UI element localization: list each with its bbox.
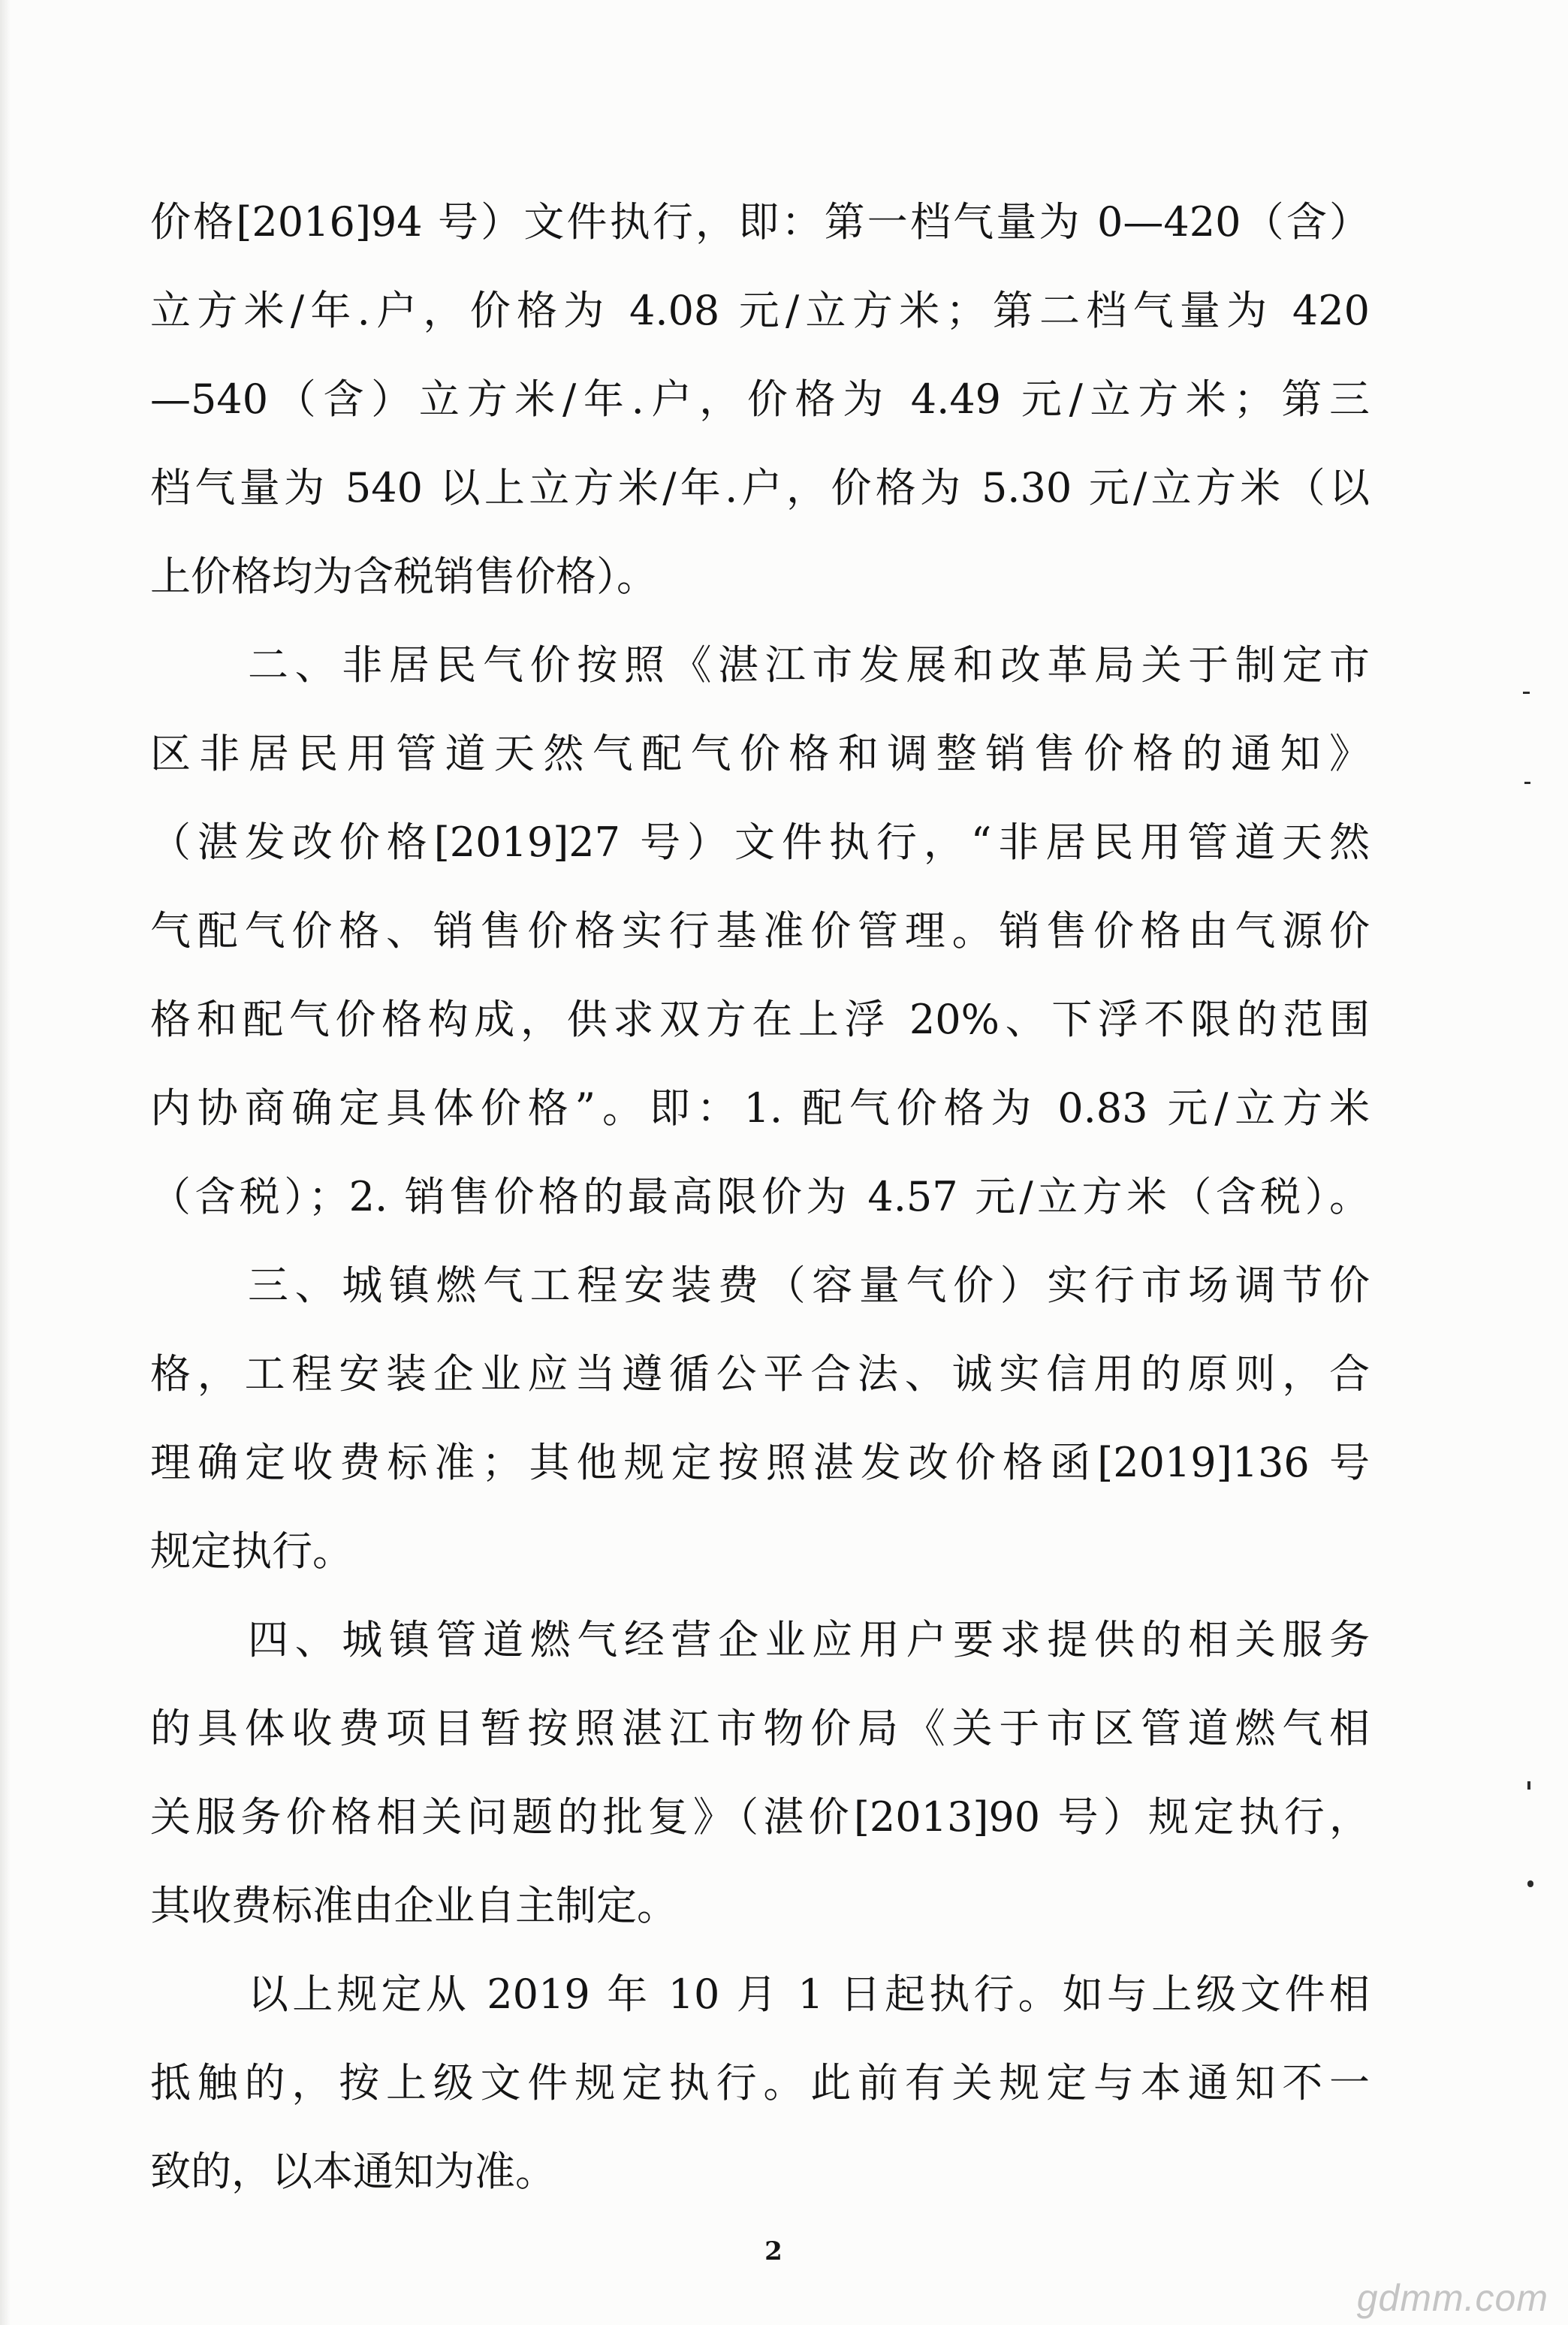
- paragraph-line: 致的，以本通知为准。: [150, 2148, 556, 2195]
- paragraph-4: [150, 1596, 1370, 1950]
- paragraph-line: 档气量为 540 以上立方米/年.户，价格为 5.30 元/立方米（以: [150, 464, 1370, 511]
- paragraph-line: 规定执行。: [150, 1527, 353, 1575]
- paragraph-line: 价格[2016]94 号）文件执行，即：第一档气量为 0—420（含）: [150, 198, 1370, 246]
- paragraph-line: 关服务价格相关问题的批复》（湛价[2013]90 号）规定执行，: [150, 1793, 1370, 1841]
- paragraph-3: [150, 1241, 1370, 1596]
- paragraph-5: [150, 1950, 1370, 2216]
- paragraph-line: 区非居民用管道天然气配气价格和调整销售价格的通知》: [150, 730, 1370, 777]
- page-number: 2: [764, 2236, 782, 2266]
- scan-speck: [1524, 782, 1530, 784]
- paragraph-1: [150, 178, 1370, 621]
- document-body: [150, 178, 1370, 2216]
- paragraph-line: 理确定收费标准；其他规定按照湛发改价格函[2019]136 号: [150, 1439, 1370, 1486]
- paragraph-line: 内协商确定具体价格”。即：1. 配气价格为 0.83 元/立方米: [150, 1084, 1370, 1132]
- scan-page-edge: [0, 0, 11, 2325]
- paragraph-line: 的具体收费项目暂按照湛江市物价局《关于市区管道燃气相: [150, 1705, 1370, 1752]
- paragraph-line: 二、非居民气价按照《湛江市发展和改革局关于制定市: [248, 641, 1370, 689]
- paragraph-line: （湛发改价格[2019]27 号）文件执行，“非居民用管道天然: [150, 819, 1370, 866]
- paragraph-line: 上价格均为含税销售价格）。: [150, 553, 657, 600]
- paragraph-line: （含税）；2. 销售价格的最高限价为 4.57 元/立方米（含税）。: [150, 1173, 1370, 1220]
- paragraph-line: 三、城镇燃气工程安装费（容量气价）实行市场调节价: [248, 1262, 1370, 1309]
- paragraph-line: 格和配气价格构成，供求双方在上浮 20%、下浮不限的范围: [150, 996, 1370, 1043]
- paragraph-line: 抵触的，按上级文件规定执行。此前有关规定与本通知不一: [150, 2059, 1370, 2106]
- scan-speck: [1527, 1781, 1530, 1790]
- paragraph-line: 格，工程安装企业应当遵循公平合法、诚实信用的原则，合: [150, 1350, 1370, 1398]
- paragraph-line: 四、城镇管道燃气经营企业应用户要求提供的相关服务: [248, 1616, 1370, 1663]
- paragraph-line: 其收费标准由企业自主制定。: [150, 1882, 677, 1929]
- paragraph-2: [150, 621, 1370, 1241]
- scan-speck: [1523, 692, 1530, 694]
- scan-speck: [1527, 1880, 1533, 1887]
- paragraph-line: —540（含）立方米/年.户，价格为 4.49 元/立方米；第三: [150, 375, 1370, 423]
- paragraph-line: 以上规定从 2019 年 10 月 1 日起执行。如与上级文件相: [248, 1971, 1370, 2018]
- paragraph-line: 立方米/年.户，价格为 4.08 元/立方米；第二档气量为 420: [150, 287, 1370, 334]
- paragraph-line: 气配气价格、销售价格实行基准价管理。销售价格由气源价: [150, 907, 1370, 954]
- site-watermark: gdmm.com: [1356, 2277, 1548, 2319]
